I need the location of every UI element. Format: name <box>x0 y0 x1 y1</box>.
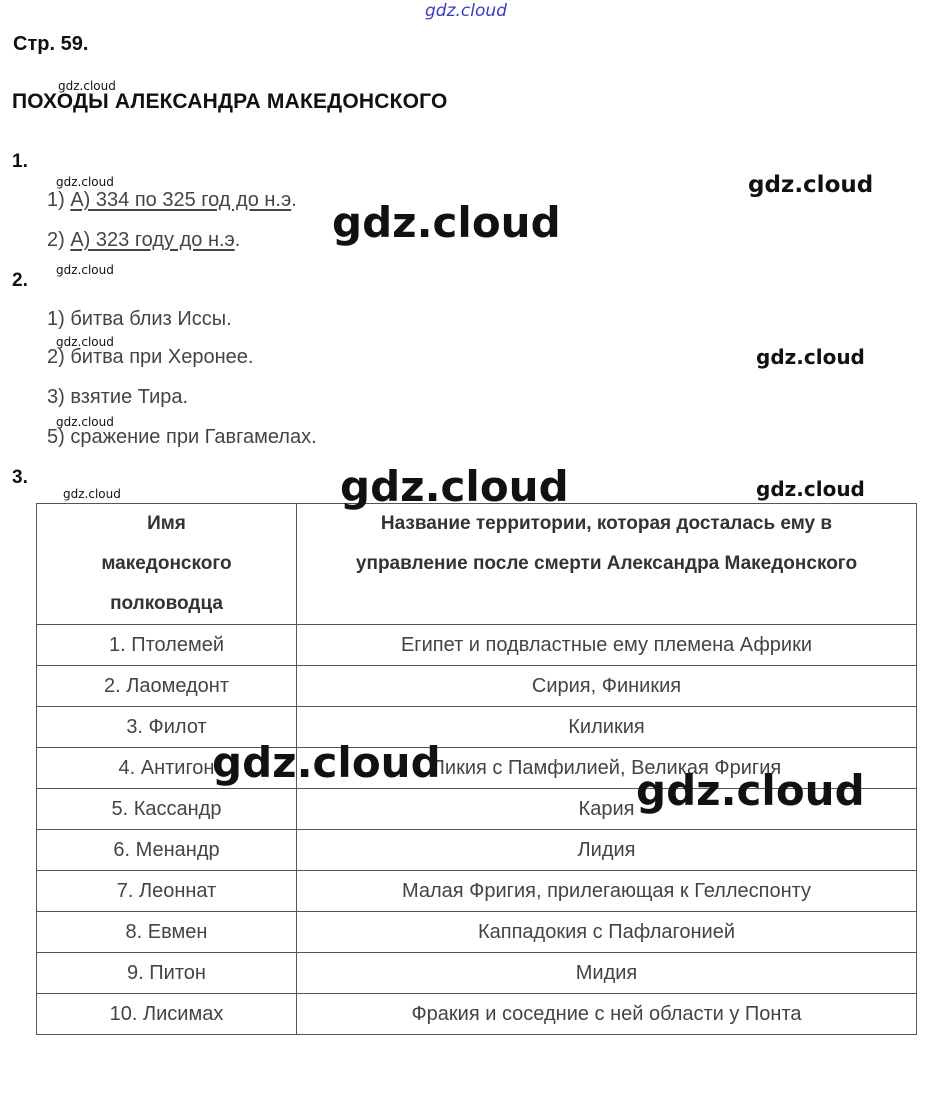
table-row <box>37 830 917 871</box>
watermark-small: gdz.cloud <box>56 263 114 277</box>
page-title: ПОХОДЫ АЛЕКСАНДРА МАКЕДОНСКОГО <box>12 90 448 113</box>
watermark-medium: gdz.cloud <box>748 172 874 198</box>
territory-cell: Ликия с Памфилией, Великая Фригия <box>297 748 917 789</box>
answer-item: 1) битва близ Иссы. <box>47 308 232 330</box>
question-number: 1. <box>12 151 28 172</box>
territory-cell: Лидия <box>297 830 917 871</box>
answer-text: А) 334 по 325 год до н.э <box>70 189 292 211</box>
commander-cell: 3. Филот <box>37 707 297 748</box>
commander-cell: 1. Птолемей <box>37 625 297 666</box>
watermark-top: gdz.cloud <box>425 1 507 21</box>
header-territory: Название территории, которая досталась ему в управление после смерти Александра Македонского <box>297 504 917 625</box>
watermark-large: gdz.cloud <box>212 738 441 787</box>
watermark-small: gdz.cloud <box>56 175 114 189</box>
answer-item <box>47 189 297 212</box>
watermark-small: gdz.cloud <box>56 415 114 429</box>
territory-cell: Малая Фригия, прилегающая к Геллеспонту <box>297 871 917 912</box>
territory-cell: Мидия <box>297 953 917 994</box>
commander-cell: 7. Леоннат <box>37 871 297 912</box>
commander-cell: 4. Антигон <box>37 748 297 789</box>
watermark-medium: gdz.cloud <box>756 345 865 369</box>
commander-cell: 5. Кассандр <box>37 789 297 830</box>
header-commander-name: Имя македонского полководца <box>37 504 297 625</box>
answer-suffix: . <box>291 189 297 211</box>
watermark-small: gdz.cloud <box>63 487 121 501</box>
table-row <box>37 994 917 1035</box>
territory-cell: Киликия <box>297 707 917 748</box>
territory-cell: Египет и подвластные ему племена Африки <box>297 625 917 666</box>
question-number: 2. <box>12 270 28 291</box>
answer-prefix: 1) <box>47 189 71 211</box>
territory-cell: Сирия, Финикия <box>297 666 917 707</box>
commander-cell: 2. Лаомедонт <box>37 666 297 707</box>
answer-item <box>47 229 240 252</box>
answer-prefix: 2) <box>47 229 71 251</box>
table-row <box>37 707 917 748</box>
table-row <box>37 625 917 666</box>
commander-cell: 10. Лисимах <box>37 994 297 1035</box>
answer-item: 3) взятие Тира. <box>47 386 189 408</box>
question-number: 3. <box>12 467 28 488</box>
table-row <box>37 953 917 994</box>
answer-item: 2) битва при Херонее. <box>47 346 254 368</box>
table-row <box>37 666 917 707</box>
territory-cell: Фракия и соседние с ней области у Понта <box>297 994 917 1035</box>
watermark-large: gdz.cloud <box>340 462 569 511</box>
commander-cell: 6. Менандр <box>37 830 297 871</box>
commander-cell: 8. Евмен <box>37 912 297 953</box>
answer-item: 5) сражение при Гавгамелах. <box>47 426 317 448</box>
watermark-small: gdz.cloud <box>56 335 114 349</box>
answer-suffix: . <box>234 229 241 251</box>
watermark-medium: gdz.cloud <box>756 477 865 501</box>
answer-text: А) 323 году до н.э <box>70 229 235 251</box>
watermark-large: gdz.cloud <box>332 198 561 247</box>
territory-cell: Каппадокия с Пафлагонией <box>297 912 917 953</box>
page-number: Стр. 59. <box>13 33 89 55</box>
commander-cell: 9. Питон <box>37 953 297 994</box>
territory-cell: Кария <box>297 789 917 830</box>
watermark-large: gdz.cloud <box>636 766 865 815</box>
watermark-small: gdz.cloud <box>58 79 116 93</box>
table-row <box>37 871 917 912</box>
table-row <box>37 912 917 953</box>
table-header-row <box>37 504 917 625</box>
